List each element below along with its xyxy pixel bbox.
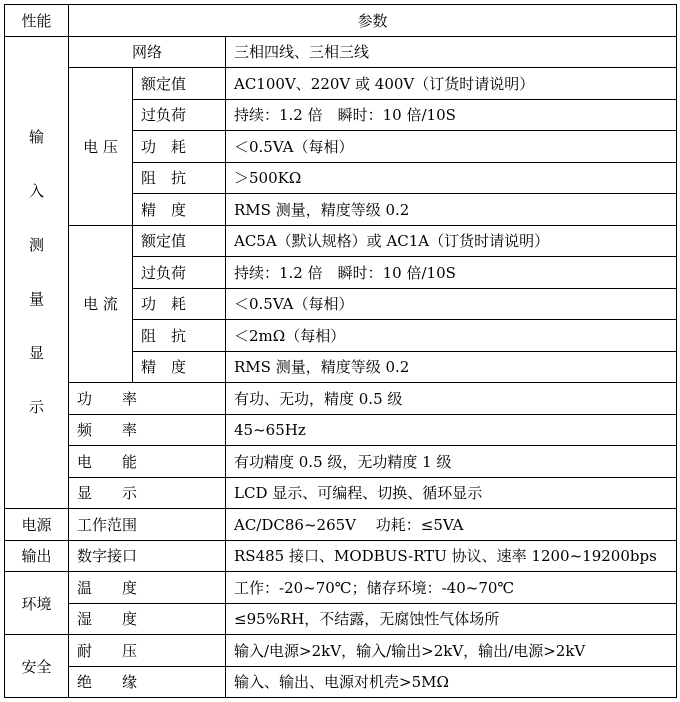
frequency-label: 频 率 <box>69 414 226 446</box>
table-row <box>5 540 677 572</box>
table-row <box>5 36 677 68</box>
table-row <box>5 603 677 635</box>
voltage-impedance-label: 阻 抗 <box>133 162 226 194</box>
header-parameters: 参数 <box>69 5 677 37</box>
table-row <box>5 477 677 509</box>
voltage-label: 电 压 <box>69 68 133 226</box>
temperature-label: 温 度 <box>69 572 226 604</box>
current-accuracy-value: RMS 测量，精度等级 0.2 <box>226 351 677 383</box>
spec-table <box>4 4 677 698</box>
current-rated-value: AC5A（默认规格）或 AC1A（订货时请说明） <box>226 225 677 257</box>
header-performance: 性能 <box>5 5 69 37</box>
insulation-value: 输入、输出、电源对机壳>5MΩ <box>226 666 677 698</box>
voltage-consumption-value: ＜0.5VA（每相） <box>226 131 677 163</box>
power-measure-value: 有功、无功，精度 0.5 级 <box>226 383 677 415</box>
table-row <box>5 635 677 667</box>
current-accuracy-label: 精 度 <box>133 351 226 383</box>
working-range-value: AC/DC86~265V 功耗：≤5VA <box>226 509 677 541</box>
current-consumption-label: 功 耗 <box>133 288 226 320</box>
humidity-label: 湿 度 <box>69 603 226 635</box>
display-label: 显 示 <box>69 477 226 509</box>
current-overload-value: 持续：1.2 倍 瞬时：10 倍/10S <box>226 257 677 289</box>
voltage-consumption-label: 功 耗 <box>133 131 226 163</box>
working-range-label: 工作范围 <box>69 509 226 541</box>
digital-interface-value: RS485 接口、MODBUS-RTU 协议、速率 1200~19200bps <box>226 540 677 572</box>
humidity-value: ≤95%RH，不结露，无腐蚀性气体场所 <box>226 603 677 635</box>
power-measure-label: 功 率 <box>69 383 226 415</box>
current-impedance-label: 阻 抗 <box>133 320 226 352</box>
table-row <box>5 414 677 446</box>
table-row <box>5 68 677 100</box>
category-power-supply: 电源 <box>5 509 69 541</box>
category-safety: 安全 <box>5 635 69 698</box>
energy-label: 电 能 <box>69 446 226 478</box>
network-value: 三相四线、三相三线 <box>226 36 677 68</box>
temperature-value: 工作：-20~70℃；储存环境：-40~70℃ <box>226 572 677 604</box>
digital-interface-label: 数字接口 <box>69 540 226 572</box>
current-consumption-value: ＜0.5VA（每相） <box>226 288 677 320</box>
voltage-overload-label: 过负荷 <box>133 99 226 131</box>
voltage-impedance-value: ＞500KΩ <box>226 162 677 194</box>
header-row <box>5 5 677 37</box>
energy-value: 有功精度 0.5 级，无功精度 1 级 <box>226 446 677 478</box>
current-overload-label: 过负荷 <box>133 257 226 289</box>
current-label: 电 流 <box>69 225 133 383</box>
voltage-accuracy-value: RMS 测量，精度等级 0.2 <box>226 194 677 226</box>
withstand-voltage-value: 输入/电源>2kV，输入/输出>2kV，输出/电源>2kV <box>226 635 677 667</box>
network-label: 网络 <box>69 36 226 68</box>
withstand-voltage-label: 耐 压 <box>69 635 226 667</box>
insulation-label: 绝 缘 <box>69 666 226 698</box>
category-environment: 环境 <box>5 572 69 635</box>
voltage-overload-value: 持续：1.2 倍 瞬时：10 倍/10S <box>226 99 677 131</box>
category-output: 输出 <box>5 540 69 572</box>
table-row <box>5 446 677 478</box>
current-impedance-value: ＜2mΩ（每相） <box>226 320 677 352</box>
table-row <box>5 572 677 604</box>
current-rated-label: 额定值 <box>133 225 226 257</box>
voltage-accuracy-label: 精 度 <box>133 194 226 226</box>
table-row <box>5 666 677 698</box>
table-row <box>5 225 677 257</box>
category-input-measure-display: 输 入 测 量 显 示 <box>5 36 69 509</box>
voltage-rated-value: AC100V、220V 或 400V（订货时请说明） <box>226 68 677 100</box>
table-row <box>5 383 677 415</box>
voltage-rated-label: 额定值 <box>133 68 226 100</box>
display-value: LCD 显示、可编程、切换、循环显示 <box>226 477 677 509</box>
frequency-value: 45~65Hz <box>226 414 677 446</box>
table-row <box>5 509 677 541</box>
